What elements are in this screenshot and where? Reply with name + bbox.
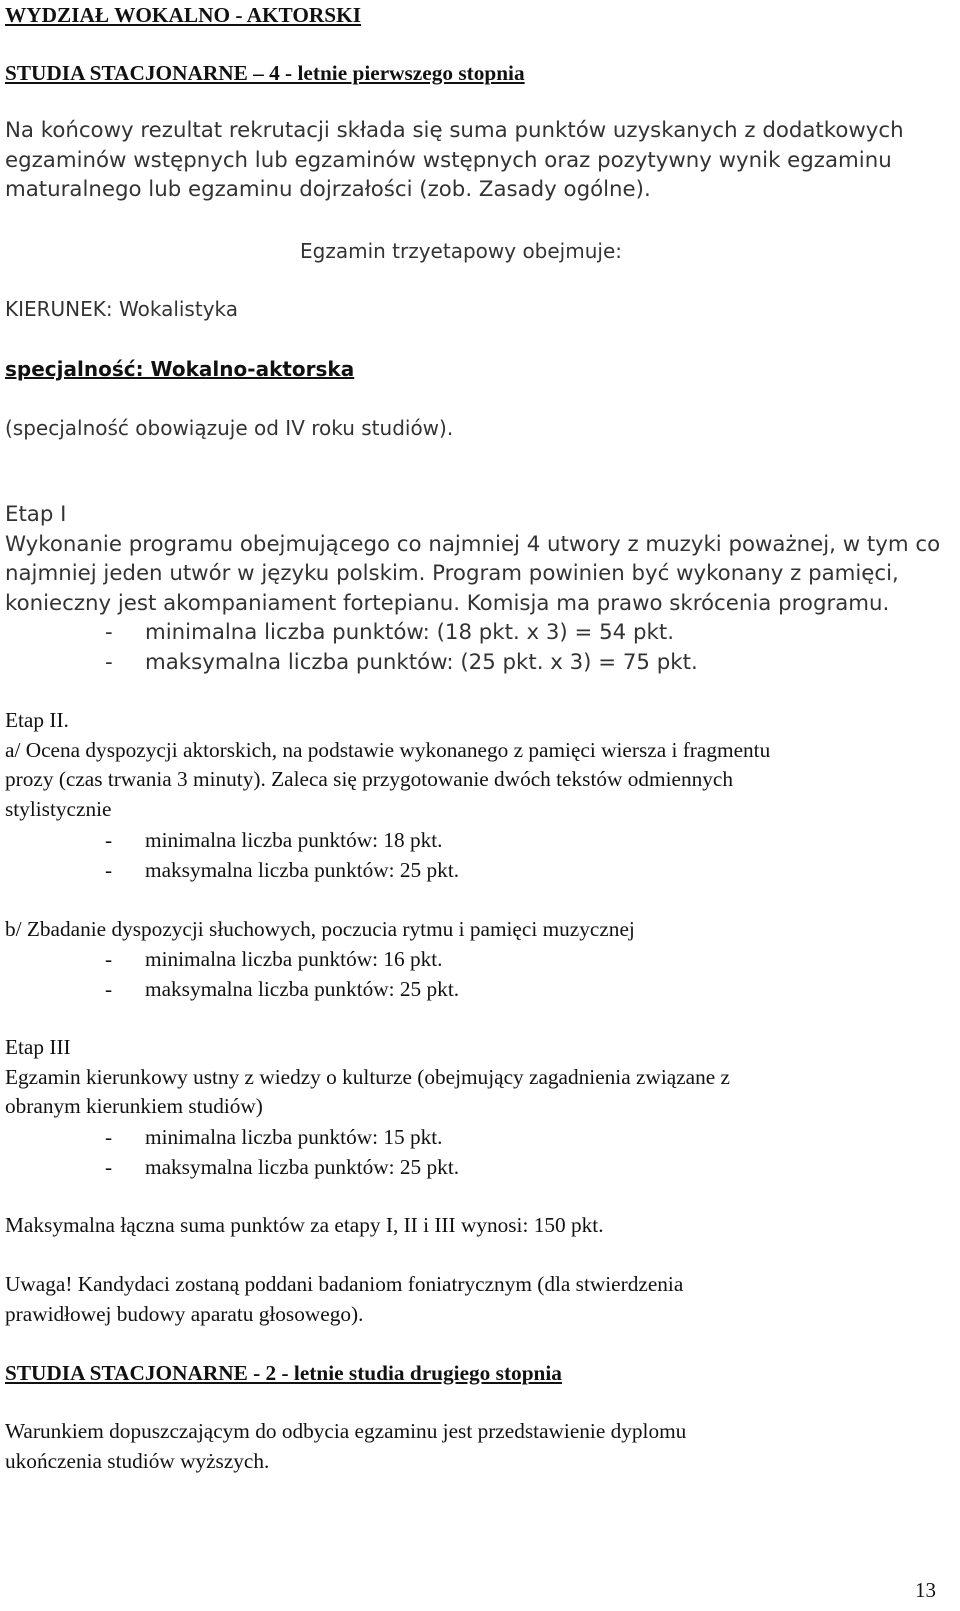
etap1-points (105, 618, 698, 678)
max-total: Maksymalna łączna suma punktów za etapy I, II i III wynosi: 150 pkt. (5, 1213, 604, 1237)
uwaga-line: Uwaga! Kandydaci zostaną poddani badaniom foniatrycznym (dla stwierdzenia (5, 1272, 684, 1296)
etap1-max: - maksymalna liczba punktów: (25 pkt. x 3) = 75 pkt. (105, 650, 698, 675)
etap2-a-line: prozy (czas trwania 3 minuty). Zaleca się przygotowanie dwóch tekstów odmiennych (5, 767, 733, 791)
etap2-b-min: - minimalna liczba punktów: 16 pkt. (105, 947, 443, 971)
etap2-a-max: - maksymalna liczba punktów: 25 pkt. (105, 858, 460, 882)
etap2-a-points (105, 825, 459, 885)
etap2-b-points (105, 944, 459, 1004)
etap1-block (5, 500, 941, 618)
uwaga-block (5, 1270, 925, 1329)
uwaga-line: prawidłowej budowy aparatu głosowego). (5, 1301, 364, 1326)
etap3-line: obranym kierunkiem studiów) (5, 1094, 263, 1118)
etap3-block (5, 1033, 925, 1122)
exam-header: Egzamin trzyetapowy obejmuje: (300, 239, 622, 263)
etap3-points (105, 1122, 459, 1182)
section2-line: ukończenia studiów wyższych. (5, 1448, 270, 1473)
intro-line: egzaminów wstępnych lub egzaminów wstępnych oraz pozytywny wynik egzaminu (5, 147, 892, 173)
page-number: 13 (915, 1578, 936, 1602)
etap1-line: Wykonanie programu obejmującego co najmniej 4 utwory z muzyki poważnej, w tym co (5, 531, 941, 557)
etap3-line: Egzamin kierunkowy ustny z wiedzy o kulturze (obejmujący zagadnienia związane z (5, 1064, 730, 1089)
section2-line: Warunkiem dopuszczającym do odbycia egzaminu jest przedstawienie dyplomu (5, 1419, 687, 1443)
section1-title: STUDIA STACJONARNE – 4 - letnie pierwszego stopnia (5, 61, 525, 85)
etap1-min: - minimalna liczba punktów: (18 pkt. x 3) = 54 pkt. (105, 620, 674, 645)
etap3-max: - maksymalna liczba punktów: 25 pkt. (105, 1155, 460, 1179)
etap3-title: Etap III (5, 1035, 71, 1059)
etap2-block (5, 706, 925, 824)
kierunek-label: KIERUNEK: Wokalistyka (5, 297, 239, 321)
etap1-line: konieczny jest akompaniament fortepianu. Komisja ma prawo skrócenia programu. (5, 590, 890, 616)
etap2-title: Etap II. (5, 708, 69, 732)
etap2-a-line: a/ Ocena dyspozycji aktorskich, na podstawie wykonanego z pamięci wiersza i fragmentu (5, 737, 771, 762)
faculty-title: WYDZIAŁ WOKALNO - AKTORSKI (5, 3, 362, 27)
intro-line: maturalnego lub egzaminu dojrzałości (zob. Zasady ogólne). (5, 177, 651, 202)
specjalnosc-label: specjalność: Wokalno-aktorska (5, 357, 355, 381)
etap2-b-max: - maksymalna liczba punktów: 25 pkt. (105, 977, 460, 1001)
etap1-line: najmniej jeden utwór w języku polskim. Program powinien być wykonany z pamięci, (5, 561, 899, 586)
intro-line: Na końcowy rezultat rekrutacji składa się suma punktów uzyskanych z dodatkowych (5, 118, 904, 143)
etap1-title: Etap I (5, 502, 67, 527)
etap2-a-min: - minimalna liczba punktów: 18 pkt. (105, 828, 443, 852)
section2-title: STUDIA STACJONARNE - 2 - letnie studia drugiego stopnia (5, 1361, 562, 1385)
etap3-min: - minimalna liczba punktów: 15 pkt. (105, 1125, 443, 1149)
etap2-b-line: b/ Zbadanie dyspozycji słuchowych, poczucia rytmu i pamięci muzycznej (5, 917, 635, 941)
section2-paragraph (5, 1417, 925, 1476)
specjalnosc-note: (specjalność obowiązuje od IV roku studiów). (5, 416, 454, 440)
intro-paragraph (5, 116, 925, 205)
etap2-a-line: stylistycznie (5, 796, 112, 821)
